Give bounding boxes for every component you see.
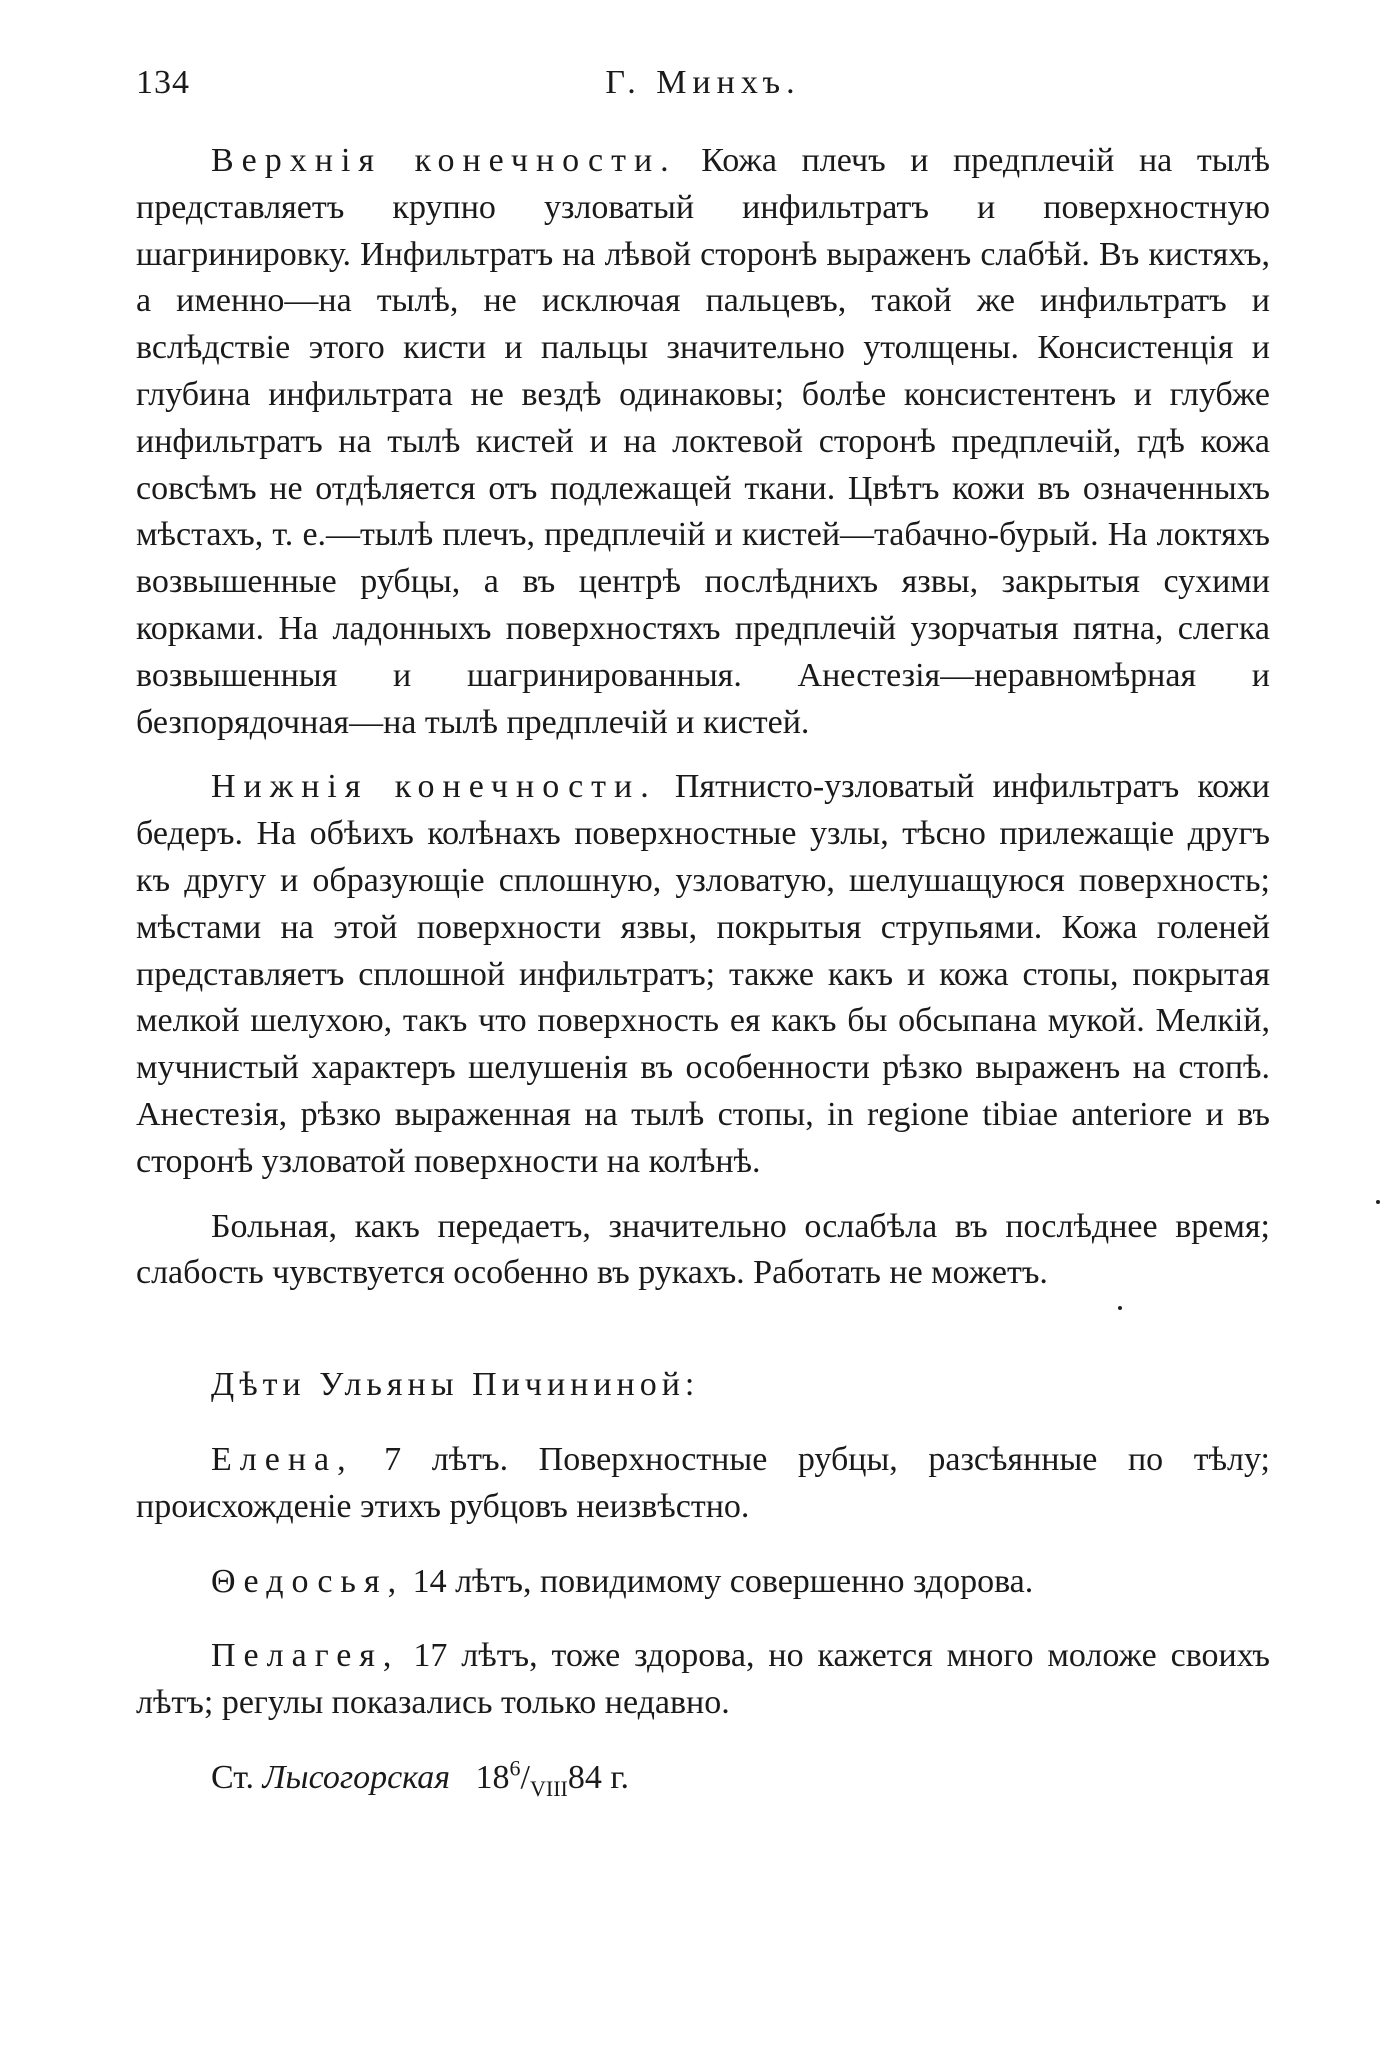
child-entry <box>136 1559 1270 1606</box>
running-head: Г. Минхъ. <box>605 64 801 101</box>
child-name: Елена, <box>211 1440 354 1478</box>
print-speck <box>1376 1200 1380 1204</box>
child-text: 14 лѣтъ, повидимому совершенно здорова. <box>404 1562 1034 1600</box>
child-name: Θедосья, <box>211 1562 405 1600</box>
paragraph-lower-limbs <box>136 764 1270 1185</box>
paragraph-text: Кожа плечъ и предплечій на тылѣ представляетъ крупно узловатый инфильтратъ и поверхностную шагринировку. Инфильтратъ на лѣвой сторонѣ выраженъ слабѣй. Въ кистяхъ, а именно—на тылѣ, не исключая пальцевъ, такой же инфильтратъ и вслѣдствіе этого кисти и пальцы значительно утолщены. Консистенція и глубина инфильтрата не вездѣ одинаковы; болѣе консистентенъ и глубже инфильтратъ на тылѣ кистей и на локтевой сторонѣ предплечій, гдѣ кожа совсѣмъ не отдѣляется отъ подлежащей ткани. Цвѣтъ кожи въ означенныхъ мѣстахъ, т. е.—тылѣ плечъ, предплечій и кистей—табачно-бурый. На локтяхъ возвышенные рубцы, а въ центрѣ послѣднихъ язвы, закрытыя сухими корками. На ладонныхъ поверхностяхъ предплечій узорчатыя пятна, слегка возвышенныя и шагринированныя. Анестезія—неравномѣрная и безпорядочная—на тылѣ предплечій и кистей. <box>136 142 1270 741</box>
child-text: 17 лѣтъ, тоже здорова, но кажется много моложе своихъ лѣтъ; регулы показались только недавно. <box>136 1637 1270 1722</box>
signature-day: 6 <box>509 1755 521 1781</box>
section-lead: Нижнія конечности. <box>211 768 657 806</box>
paragraph-upper-limbs <box>136 138 1270 746</box>
child-entry <box>136 1633 1270 1727</box>
signature-month: VIII <box>530 1775 568 1801</box>
paragraph-text: Пятнисто-узловатый инфильтратъ кожи бедеръ. На обѣихъ колѣнахъ поверхностные узлы, тѣсно прилежащіе другъ къ другу и образующіе сплошную, узловатую, шелушащуюся поверхность; мѣстами на этой поверхности язвы, покрытыя струпьями. Кожа голеней представляетъ сплошной инфильтратъ; также какъ и кожа стопы, покрытая мелкой шелухою, такъ что поверхность ея какъ бы обсыпана мукой. Мелкій, мучнистый характеръ шелушенія въ особенности рѣзко выраженъ на стопѣ. Анестезія, рѣзко выраженная на тылѣ стопы, in regione tibiae anteriore и въ сторонѣ узловатой поверхности на колѣнѣ. <box>136 768 1270 1180</box>
child-name: Пелагея, <box>211 1637 400 1675</box>
child-entry <box>136 1437 1270 1531</box>
child-text: 7 лѣтъ. Поверхностные рубцы, разсѣянные по тѣлу; происхожденіе этихъ рубцовъ неизвѣстно. <box>136 1440 1270 1525</box>
signature-year-prefix: 18 <box>475 1758 510 1796</box>
children-heading: Дѣти Ульяны Пичининой: <box>211 1366 700 1404</box>
paragraph-general: Больная, какъ передаетъ, значительно ослабѣла въ послѣднее время; слабость чувствуется особенно въ рукахъ. Работать не можетъ. <box>136 1207 1270 1292</box>
print-speck <box>1118 1306 1122 1310</box>
signature-year-suffix: 84 г. <box>567 1758 629 1796</box>
page-body <box>136 138 1270 1802</box>
page-number: 134 <box>136 64 190 101</box>
section-lead: Верхнія конечности. <box>211 142 677 179</box>
page-header <box>136 64 1270 124</box>
signature-place: Лысогорская <box>262 1758 451 1796</box>
signature-prefix: Ст. <box>211 1758 263 1796</box>
signature-line: Ст. Лысогорская $18^6/_{VIII}84$ г. <box>211 1755 629 1801</box>
